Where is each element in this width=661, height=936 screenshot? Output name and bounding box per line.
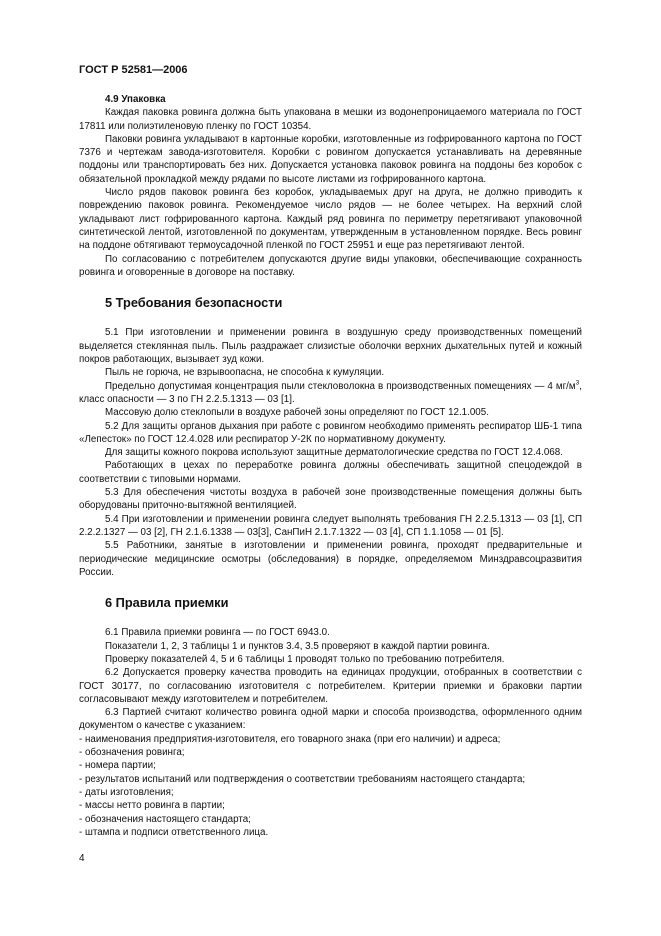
list-item: - номера партии; (79, 760, 156, 772)
paragraph: 5.4 При изготовлении и применении ровинга следует выполнять требования ГН 2.2.5.1313 — 03 [1], СП 2.2.2.1327 — 03 [2], ГН 2.1.6.1338 — 03[3], СанПиН 2.1.7.1322 — 03 [4], СП 1.1.1058 — 01 [5]. (79, 513, 582, 538)
paragraph: Каждая паковка ровинга должна быть упакована в мешки из водонепроницаемого материала по ГОСТ 17811 или полиэтиленовую пленку по ГОСТ 10354. (79, 107, 582, 132)
section-4-9-title: 4.9 Упаковка (105, 94, 166, 105)
paragraph: По согласованию с потребителем допускаются другие виды упаковки, обеспечивающие сохранность ровинга и оговоренные в договоре на поставку. (79, 253, 582, 278)
page-content (79, 93, 582, 839)
paragraph: 6.3 Партией считают количество ровинга одной марки и способа производства, оформленного одним документом о качестве с указанием: (79, 707, 582, 732)
paragraph: 6.2 Допускается проверку качества проводить на единицах продукции, отобранных в соответствии с ГОСТ 30177, по согласованию изготовителя с потребителем. Критерии приемки и браковки партии согласовывают между изготовителем и потребителем. (79, 667, 582, 705)
list-item: - обозначения настоящего стандарта; (79, 813, 251, 825)
paragraph: Для защиты кожного покрова используют защитные дерматологические средства по ГОСТ 12.4.068. (105, 447, 563, 459)
paragraph: Массовую долю стеклопыли в воздухе рабочей зоны определяют по ГОСТ 12.1.005. (105, 407, 489, 419)
list-item: - даты изготовления; (79, 786, 174, 798)
list-item: - массы нетто ровинга в партии; (79, 800, 225, 812)
paragraph: Число рядов паковок ровинга без коробок, укладываемых друг на друга, не должно приводить к повреждению паковок ровинга. Рекомендуемое число рядов — не более четырех. На верхний слой укладывают лист гофрированного картона. Каждый ряд ровинга по периметру перетягивают упаковочной синтетической лентой, изготовленной по документам, утвержденным в установленном порядке. Весь ровинг на поддоне обтягивают термоусадочной пленкой по ГОСТ 25951 и еще раз перетягивают лентой. (79, 187, 582, 252)
paragraph: Работающих в цехах по переработке ровинга должны обеспечивать защитной спецодеждой в соответствии с типовыми нормами. (79, 460, 582, 485)
paragraph: Паковки ровинга укладывают в картонные коробки, изготовленные из гофрированного картона по ГОСТ 7376 и чертежам завода-изготовителя. Коробки с ровингом допускается устанавливать на деревянные поддоны или транспортировать без них. Допускается установка паковок ровинга на поддоны без коробок с обязательной прокладкой между рядами по высоте листами из гофрированного картона. (79, 133, 582, 185)
paragraph: Показатели 1, 2, 3 таблицы 1 и пунктов 3.4, 3.5 проверяют в каждой партии ровинга. (105, 640, 490, 652)
paragraph: Пыль не горюча, не взрывоопасна, не способна к кумуляции. (105, 367, 385, 379)
section-5-title: 5 Требования безопасности (105, 295, 283, 311)
list-item: - обозначения ровинга; (79, 747, 185, 759)
paragraph: 5.3 Для обеспечения чистоты воздуха в рабочей зоне производственные помещения должны быть оборудованы приточно-вытяжной вентиляцией. (79, 487, 582, 512)
page-number: 4 (79, 853, 85, 864)
paragraph (79, 380, 582, 407)
text-run: Предельно допустимая концентрация пыли стекловолокна в производственных помещениях — 4 мг/м (105, 380, 576, 392)
superscript: 3 (575, 379, 580, 387)
paragraph: Проверку показателей 4, 5 и 6 таблицы 1 проводят только по требованию потребителя. (105, 653, 505, 665)
paragraph: 5.2 Для защиты органов дыхания при работе с ровингом необходимо применять респиратор ШБ-1 типа «Лепесток» по ГОСТ 12.4.028 или респиратор У-2К по нормативному документу. (79, 420, 582, 445)
document-header: ГОСТ Р 52581—2006 (79, 64, 188, 76)
paragraph: 5.1 При изготовлении и применении ровинга в воздушную среду производственных помещений выделяется стеклянная пыль. Пыль раздражает слизистые оболочки верхних дыхательных путей и кожный покров работающих, вызывает зуд кожи. (79, 327, 582, 366)
paragraph: 5.5 Работники, занятые в изготовлении и применении ровинга, проходят предварительные и периодические медицинские осмотры (обследования) в порядке, определяемом Минздравсоцразвития России. (79, 540, 582, 578)
section-6-title: 6 Правила приемки (105, 595, 229, 611)
list-item: - наименования предприятия-изготовителя, его товарного знака (при его наличии) и адреса; (79, 733, 501, 745)
paragraph: 6.1 Правила приемки ровинга — по ГОСТ 6943.0. (105, 627, 330, 639)
list-item: - штампа и подписи ответственного лица. (79, 826, 269, 838)
list-item: - результатов испытаний или подтверждения о соответствии требованиям настоящего стандарта; (79, 773, 526, 785)
text-run: , класс опасности — 3 по ГН 2.2.5.1313 — 03 [1]. (79, 380, 582, 405)
